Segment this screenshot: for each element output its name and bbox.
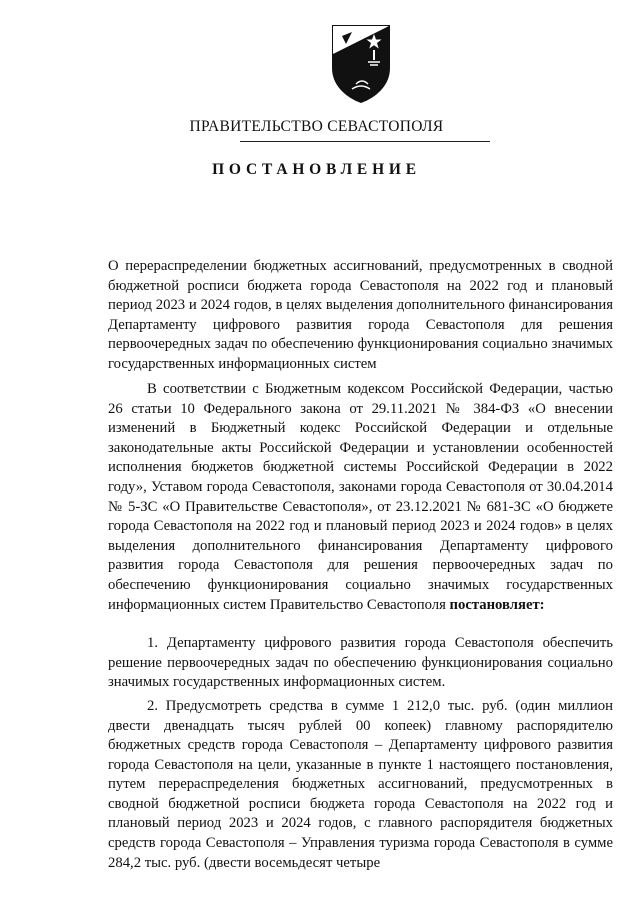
decree-word: постановляет: <box>449 596 545 613</box>
document-type: ПОСТАНОВЛЕНИЕ <box>212 161 421 178</box>
document-body <box>108 380 613 873</box>
list-item: 1. Департаменту цифрового развития города Севастополя обеспечить решение первоочередных задач по обеспечению функционирования социально значимых государственных информационных систем. <box>108 635 613 691</box>
list-item: 2. Предусмотреть средства в сумме 1 212,0 тыс. руб. (один миллион двести двенадцать тысяч рублей 00 копеек) главному распорядителю бюджетных средств города Севастополя – Департаменту цифрового развития города Севастополя на цели, указанные в пункте 1 настоящего постановления, путем перераспределения бюджетных ассигнований, предусмотренных в сводной бюджетной росписи бюджета города Севастополя на 2022 год и плановый период 2023 и 2024 годов, с главного распорядителя бюджетных средств города Севастополя – Управления туризма города Севастополя в сумме 284,2 тыс. руб. (двести восемьдесят четыре <box>108 697 613 871</box>
government-name: ПРАВИТЕЛЬСТВО СЕВАСТОПОЛЯ <box>189 118 444 135</box>
coat-of-arms-icon <box>330 24 392 104</box>
document-subject: О перераспределении бюджетных ассигнований, предусмотренных в сводной бюджетной росписи бюджета города Севастополя на 2022 год и плановый период 2023 и 2024 годов, в целях выделения дополнительного финансирования Департаменту цифрового развития города Севастополя для решения первоочередных задач по обеспечению функционирования социально значимых государственных информационных систем <box>108 258 613 372</box>
preamble-paragraph <box>108 380 613 615</box>
title-underline <box>240 141 490 142</box>
preamble-text: В соответствии с Бюджетным кодексом Российской Федерации, частью 26 статьи 10 Федерального закона от 29.11.2021 № 384-ФЗ «О внесении изменений в Бюджетный кодекс Российской Федерации и отдельные законодательные акты Российской Федерации и установлении особенностей исполнения бюджетов бюджетной системы Российской Федерации в 2022 году», Уставом города Севастополя, законами города Севастополя от 30.04.2014 № 5-ЗС «О Правительстве Севастополя», от 23.12.2021 № 681-ЗС «О бюджете города Севастополя на 2022 год и плановый период 2023 и 2024 годов» в целях выделения дополнительного финансирования Департаменту цифрового развития города Севастополя для решения первоочередных задач по обеспечению функционирования социально значимых государственных информационных систем Правительство Севастополя <box>108 381 613 613</box>
